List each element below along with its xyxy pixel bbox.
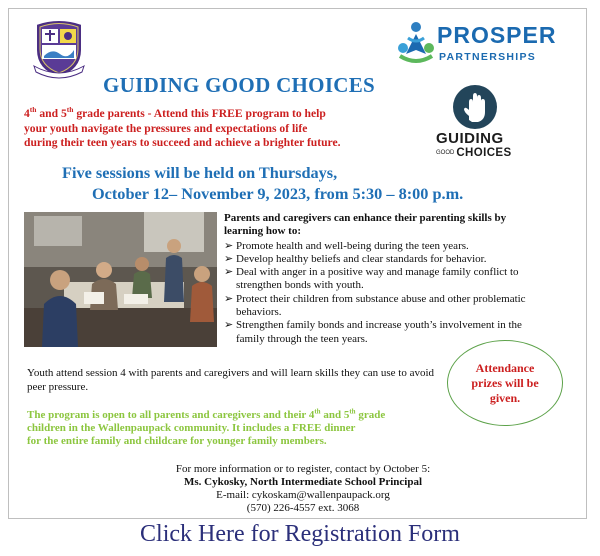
attendance-prizes-badge <box>447 340 563 426</box>
bullet-arrow-icon: ➢ <box>224 292 234 305</box>
bullet-arrow-icon: ➢ <box>224 266 234 279</box>
list-item: ➢ Strengthen family bonds and increase youth’s involvement in the family through the teen years. <box>224 319 522 345</box>
page-title: GUIDING GOOD CHOICES <box>103 73 376 97</box>
open-line-3: for the entire family and childcare for younger family members. <box>27 435 327 448</box>
list-item: ➢ Protect their children from substance abuse and other problematic behaviors. <box>224 292 526 319</box>
bullet-arrow-icon: ➢ <box>224 239 234 252</box>
skills-lead: Parents and caregivers can enhance their parenting skills by learning how to: <box>224 212 507 238</box>
intro-paragraph <box>24 107 404 151</box>
program-open-paragraph <box>27 409 447 449</box>
choices-logo-text: CHOICES <box>456 147 512 159</box>
intro-line-1: 4th and 5th grade parents - Attend this FREE program to help <box>24 105 326 120</box>
contact-name: Ms. Cykosky, North Intermediate School Principal <box>183 476 423 489</box>
bullet-arrow-icon: ➢ <box>224 319 234 332</box>
guiding-good-choices-hand-icon <box>452 84 498 130</box>
registration-form-link[interactable]: Click Here for Registration Form <box>140 521 460 547</box>
intro-line-3: during their teen years to succeed and achieve a brighter future. <box>24 136 341 149</box>
list-item: ➢ Deal with anger in a positive way and manage family conflict to strengthen bonds with youth. <box>224 266 519 292</box>
good-choices-logo-text <box>436 147 512 159</box>
prosper-partnerships-logo-mark <box>396 20 436 64</box>
intro-line-2: your youth navigate the pressures and expectations of life <box>24 121 308 135</box>
partnerships-logo-text: PARTNERSHIPS <box>439 51 537 63</box>
list-item: ➢ Promote health and well-being during the teen years. <box>224 239 469 252</box>
contact-info <box>148 463 458 515</box>
bullet-arrow-icon: ➢ <box>224 252 234 265</box>
youth-paragraph: Youth attend session 4 with parents and caregivers and will learn skills they can use to avoid peer pressure. <box>27 367 435 393</box>
sessions-heading-line-1: Five sessions will be held on Thursdays, <box>62 163 338 182</box>
list-item: ➢ Develop healthy beliefs and clear standards for behavior. <box>224 252 487 265</box>
classroom-photo <box>24 212 217 347</box>
good-logo-text: GOOD <box>436 149 455 156</box>
contact-phone: (570) 226-4557 ext. 3068 <box>246 502 360 515</box>
skills-list <box>224 240 544 346</box>
parenting-skills-section <box>224 212 544 346</box>
contact-email: E-mail: cykoskam@wallenpaupack.org <box>216 489 390 502</box>
open-line-1: The program is open to all parents and caregivers and their 4th and 5th grade <box>27 407 386 421</box>
contact-line-1: For more information or to register, contact by October 5: <box>175 463 431 475</box>
prosper-logo-text: PROSPER <box>437 22 557 48</box>
open-line-2: children in the Wallenpaupack community. It includes a FREE dinner <box>27 422 356 435</box>
attendance-prizes-text: Attendance prizes will be given. <box>471 360 539 405</box>
guiding-logo-text: GUIDING <box>436 130 504 147</box>
school-crest-logo <box>30 14 88 80</box>
sessions-heading-line-2: October 12– November 9, 2023, from 5:30 – 8:00 p.m. <box>92 184 464 203</box>
